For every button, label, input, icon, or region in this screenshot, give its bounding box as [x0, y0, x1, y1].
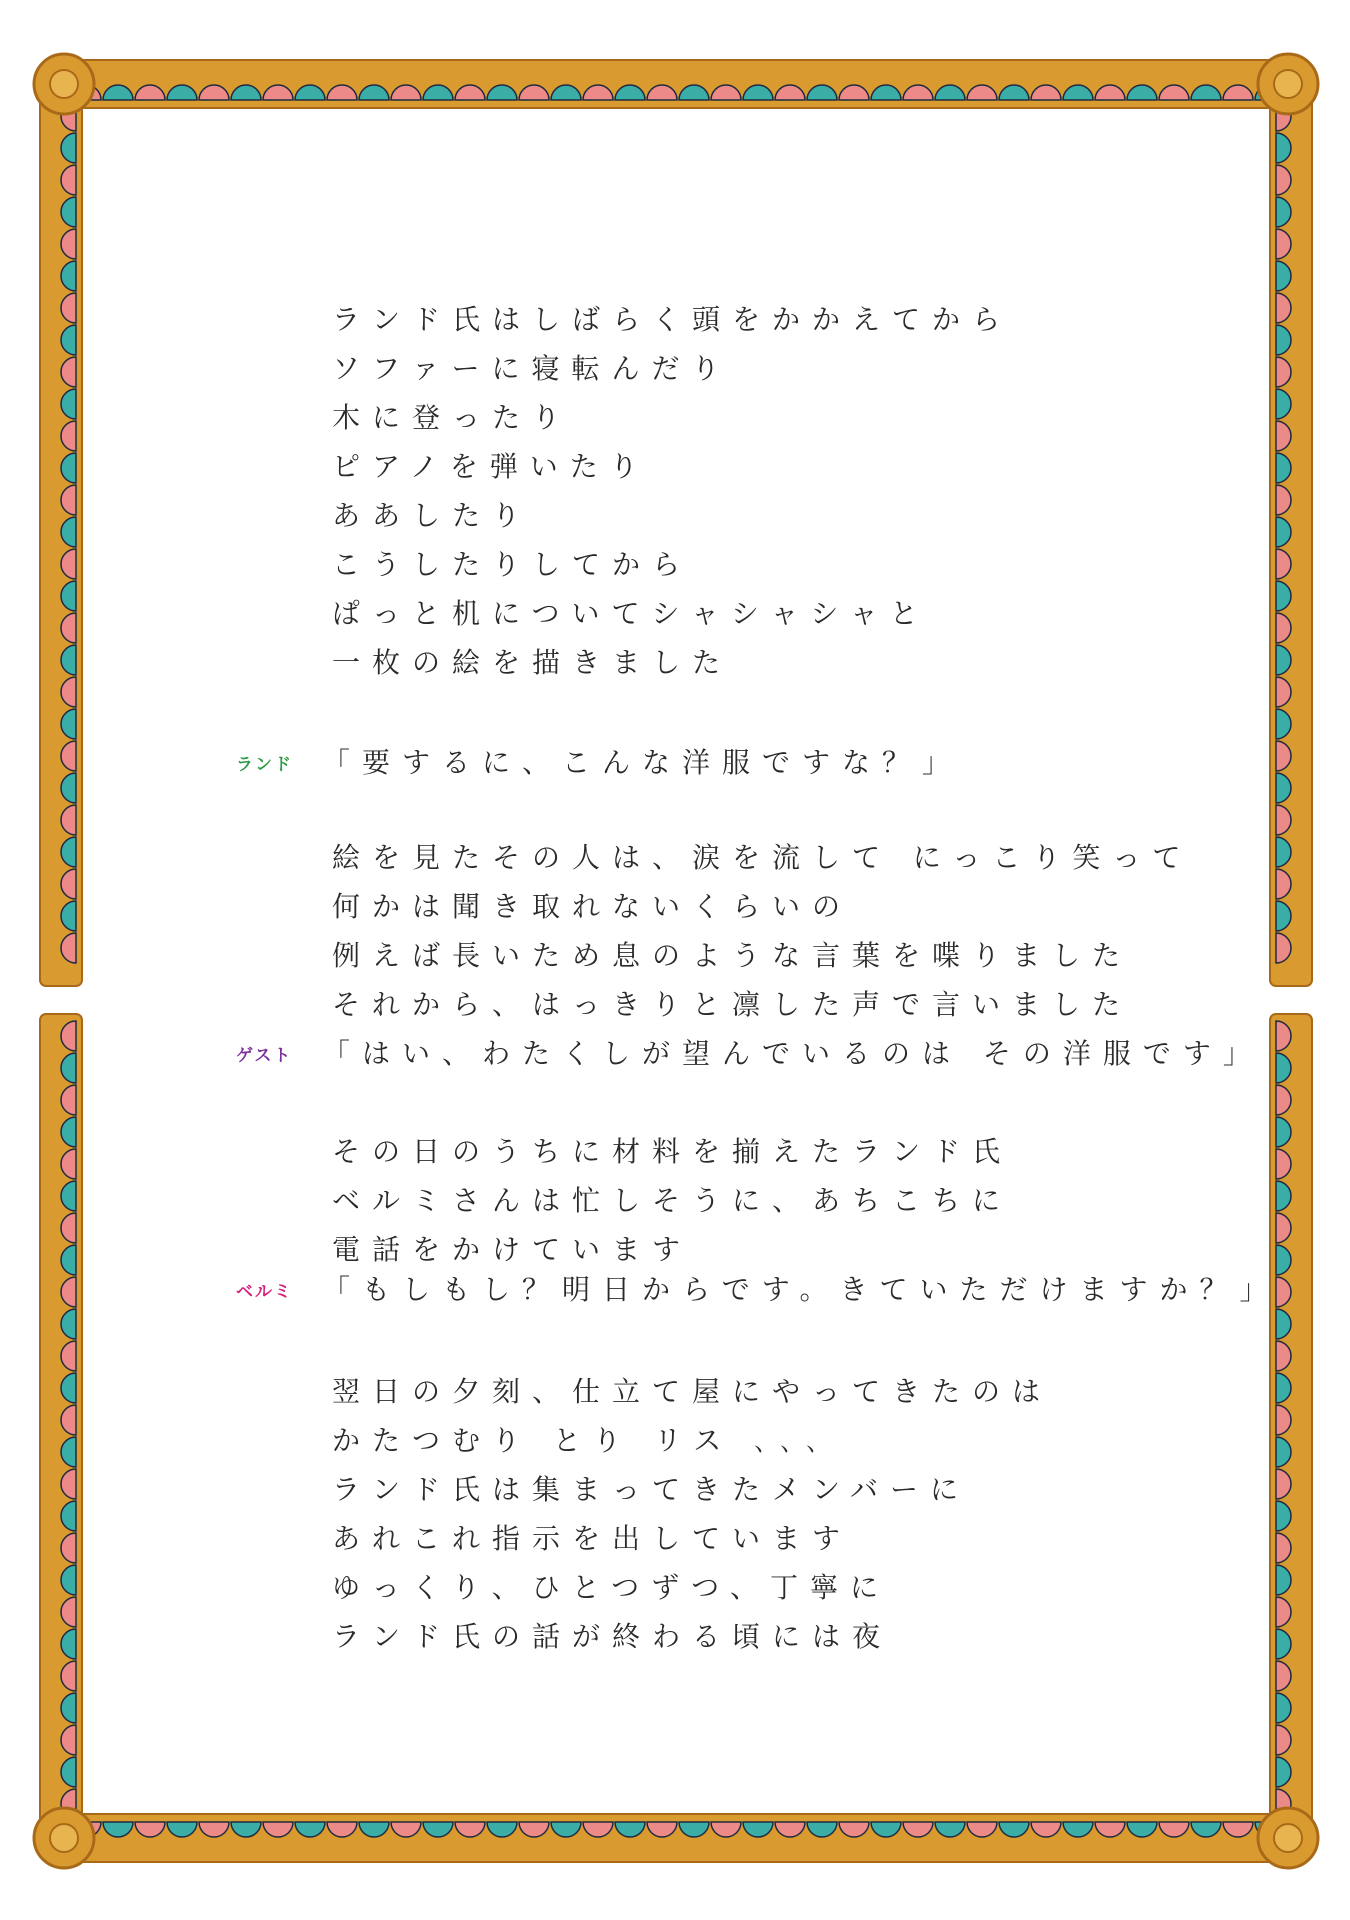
story-line: かたつむり とり リス ､､､	[332, 1424, 833, 1457]
story-line: こうしたりしてから	[332, 548, 693, 581]
story-line: ソファーに寝転んだり	[332, 352, 732, 385]
story-line: 何かは聞き取れないくらいの	[332, 890, 853, 923]
dialogue-line: 「もしもし？明日からです。きていただけますか？」	[322, 1273, 1280, 1306]
dialogue-line: 「はい、わたくしが望んでいるのは その洋服です」	[322, 1037, 1263, 1070]
story-line: 絵を見たその人は、涙を流して にっこり笑って	[332, 841, 1193, 874]
dialogue-line: 「要するに、こんな洋服ですな？」	[322, 746, 963, 779]
story-line: ランド氏の話が終わる頃には夜	[332, 1620, 893, 1653]
story-line: ベルミさんは忙しそうに、あちこちに	[332, 1184, 1013, 1217]
story-line: あれこれ指示を出しています	[332, 1522, 853, 1555]
speaker-label-guest: ゲスト	[236, 1046, 293, 1066]
speaker-label-rand: ランド	[236, 755, 293, 775]
story-line: 一枚の絵を描きました	[332, 646, 733, 679]
story-line: ランド氏はしばらく頭をかかえてから	[332, 303, 1013, 336]
story-line: それから、はっきりと凛した声で言いました	[332, 988, 1133, 1021]
story-line: 翌日の夕刻、仕立て屋にやってきたのは	[332, 1375, 1053, 1408]
story-line: ああしたり	[332, 499, 533, 532]
story-line: ゆっくり、ひとつずつ、丁寧に	[332, 1571, 891, 1604]
story-line: 例えば長いため息のような言葉を喋りました	[332, 939, 1133, 972]
story-line: ピアノを弾いたり	[332, 450, 650, 483]
story-line: その日のうちに材料を揃えたランド氏	[332, 1135, 1013, 1168]
speaker-label-belmi: ベルミ	[236, 1282, 293, 1302]
story-line: ぱっと机についてシャシャシャと	[332, 597, 930, 630]
story-line: ランド氏は集まってきたメンバーに	[332, 1473, 971, 1506]
story-line: 木に登ったり	[332, 401, 573, 434]
story-line: 電話をかけています	[332, 1233, 693, 1266]
